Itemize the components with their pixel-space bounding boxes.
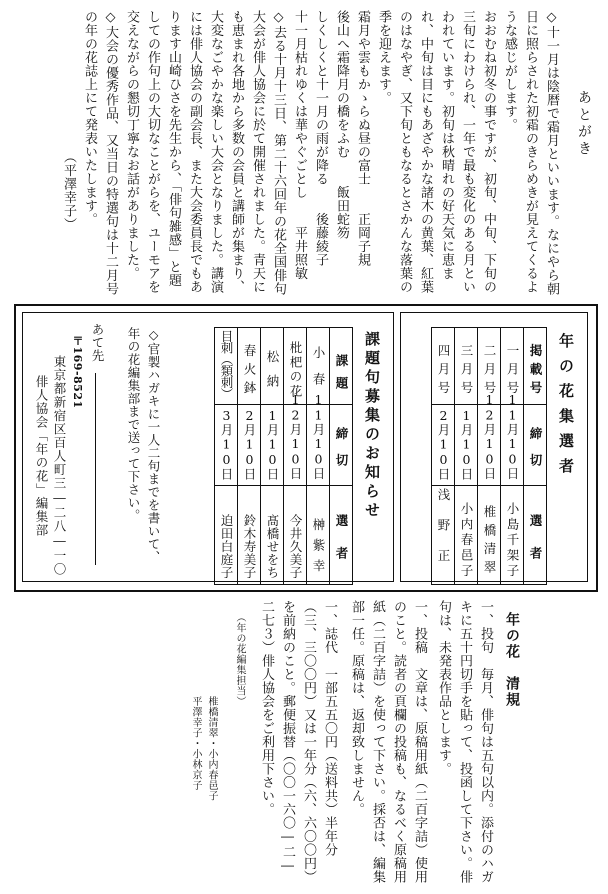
table-cell: 11月10日 <box>505 392 520 480</box>
table-cell: 枇杷の花 <box>288 341 303 399</box>
table-cell: 椎橋清翠 <box>482 505 497 579</box>
table-cell: 小春 <box>311 346 326 399</box>
afterword-title: あとがき <box>576 90 592 158</box>
afterword-paragraph-2: おおむね初冬の事ですが、初旬、中旬、下旬の三旬にわけられ、一年で最も変化のある月といわれています。初旬は秋晴れの好天気に恵まれ、中旬は目にもあざやかな諸木の黄葉、紅葉のはなやぎ、又下旬ともなるとさかんな落葉の季を迎えます。 <box>376 10 496 294</box>
afterword-paragraph-4: ◇大会の優秀作品、又当日の特選句は十二月号の年の花誌上にて発表いたします。 <box>82 10 118 296</box>
table-cell: 鈴木寿美子 <box>242 514 257 579</box>
rules-section <box>10 596 602 888</box>
rules-item-1: 一、投句 毎月、俳句は五句以内。添付のハガキに五十円切手を貼って、投函して下さい。俳句は、未発表作品とします。 <box>436 600 493 884</box>
table-cell: 浅野正 <box>436 487 451 579</box>
table-row <box>432 405 547 486</box>
table-cell: 松納 <box>265 350 280 399</box>
rules-title: 年の花 清規 <box>504 612 520 708</box>
table-cell: 3月10日 <box>219 407 234 480</box>
table-cell: 掲載号 <box>528 343 543 399</box>
table-cell: 二月号 <box>482 343 497 399</box>
notice-box <box>14 304 598 592</box>
table-cell: 締切 <box>334 427 349 480</box>
table-cell: 一月号 <box>505 343 520 399</box>
address-text: 東京都新宿区百人町三―二八―一〇 <box>52 355 67 576</box>
afterword-body <box>10 10 562 296</box>
table-cell: 榊紫幸 <box>311 517 326 579</box>
table-cell: 小島千架子 <box>505 501 520 579</box>
table-cell: 春火鉢 <box>242 343 257 399</box>
table-cell: 選者 <box>528 514 543 579</box>
table-cell: 三月号 <box>459 343 474 399</box>
haiku-4: 十一月枯れゆくは華やぐごとし 平井照敏 <box>292 10 307 280</box>
table-cell: 2月10日 <box>242 407 257 480</box>
table-cell: 小内春邑子 <box>459 501 474 579</box>
address-label: あて先 <box>90 323 105 362</box>
haiku-3: しくしくと十一月の雨が降る 後藤綾子 <box>313 10 328 267</box>
afterword-paragraph-3: ◇去る十月十三日、第二十六回年の花全国俳句大会が俳人協会に於て開催されました。青天にも恵まれ各地から多数の会員と講師が集まり、大変なごやかな楽しい大会となりました。講演には俳人協会の副会長、また大会委員長でもあります山崎ひさを先生から、「俳句雑感」と題しての作句上の大切なことがらを、ユーモアを交えながらの懇切丁寧なお話がありました。 <box>124 10 286 296</box>
table-cell: 選者 <box>334 514 349 579</box>
table-row <box>215 405 353 486</box>
rules-item-3: 一、誌代 一部五五〇円（送料共）半年分（三、三〇〇円）又は一年分（六、六〇〇円）を前納のこと。郵便振替（〇〇一六〇―二―二七３）俳人協会をご利用下さい。 <box>259 600 337 884</box>
haiku-1: 霜月や雲もかゝらぬ昼の富士 正岡子規 <box>355 10 370 267</box>
table-cell: 1月10日 <box>265 407 280 480</box>
address-org: 俳人協会「年の花」編集部 <box>34 375 49 537</box>
staff-label: （年の花編集担当） <box>234 612 245 707</box>
subjects-box <box>22 312 394 582</box>
rules-item-2: 一、投稿 文章は、原稿用紙（二百字詰）使用のこと。読者の頁欄の投稿も、なるべく原稿用紙（二百字詰）を使って下さい。採否は、編集部一任。原稿は、返却致しません。 <box>349 600 427 884</box>
afterword-paragraph-1: ◇十一月は陰暦で霜月といいます。なにやら朝日に照らされた初霜のきらめきが見えてくるような感じがします。 <box>502 10 559 296</box>
table-cell: 目刺（類刺） <box>219 330 234 399</box>
staff-names-2: 平澤幸子・小林京子 <box>190 696 201 791</box>
selectors-box <box>400 312 588 582</box>
afterword-section <box>10 8 602 298</box>
table-cell: 課題 <box>334 354 349 399</box>
staff-names-1: 椎橋清翠・小内春邑子 <box>206 696 217 801</box>
table-cell: 2月10日 <box>436 407 451 480</box>
table-cell: 四月号 <box>436 343 451 399</box>
table-cell: 1月10日 <box>459 407 474 480</box>
selectors-table <box>431 327 547 585</box>
subjects-table <box>214 327 353 585</box>
table-cell: 12月10日 <box>482 392 497 480</box>
table-cell: 迫田白庭子 <box>219 514 234 579</box>
afterword-signature: （平澤幸子） <box>61 150 76 231</box>
subjects-title: 課題句募集のお知らせ <box>363 331 381 521</box>
selectors-title: 年の花集選者 <box>557 333 575 483</box>
subjects-note: ◇官製ハガキに一人二句までを書いて、年の花編集部まで送って下さい。 <box>126 327 161 564</box>
address-divider <box>95 373 96 565</box>
table-row <box>432 486 547 585</box>
table-cell: 今井久美子 <box>288 514 303 579</box>
haiku-2: 後山へ霜降月の橋をふむ 飯田蛇笏 <box>334 10 349 240</box>
table-cell: 髙橋せをち <box>265 514 280 579</box>
table-row <box>215 486 353 585</box>
table-cell: 11月10日 <box>311 392 326 480</box>
postal-code: 〒169-8521 <box>71 335 84 409</box>
table-cell: 12月10日 <box>288 392 303 480</box>
table-row <box>215 328 353 405</box>
table-cell: 締切 <box>528 427 543 480</box>
